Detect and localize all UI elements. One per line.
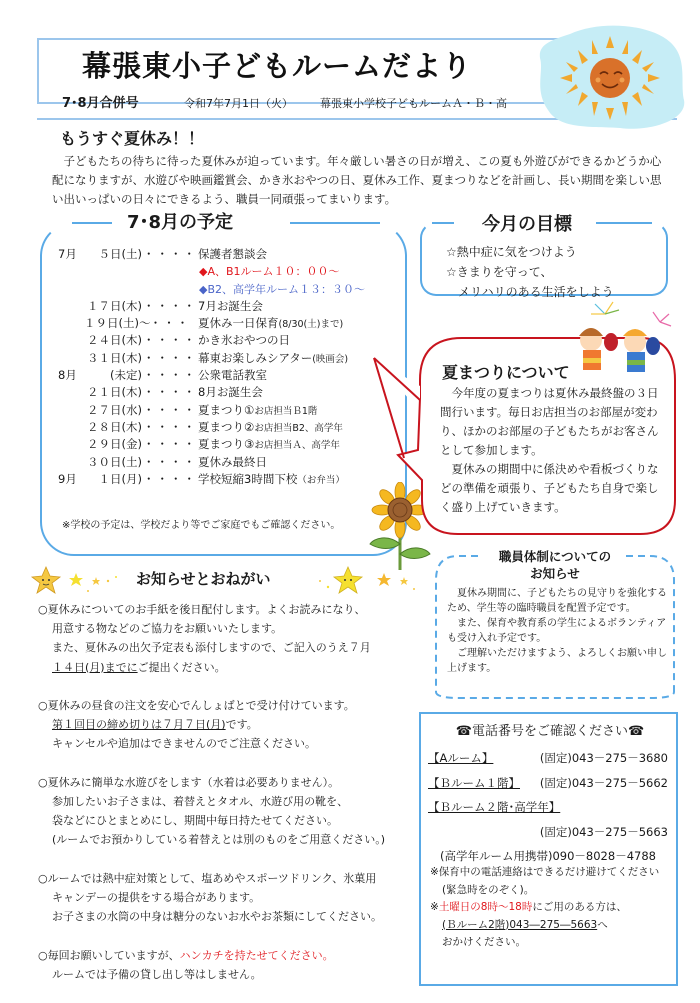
- schedule-dots: ・・・・: [143, 454, 197, 469]
- notice-item: [38, 773, 418, 850]
- schedule-dots: ・・・・: [143, 437, 197, 452]
- notice-line: キャンセルや追加はできませんのでご注意ください。: [52, 737, 316, 751]
- newsletter-title: 幕張東小子どもルームだより: [82, 49, 473, 83]
- notice-line: ルームでは予備の貸し出し等はしません。: [52, 967, 262, 981]
- schedule-event: 夏まつり①: [198, 402, 255, 417]
- stars-decoration-icon: [312, 565, 420, 597]
- schedule-event: 夏まつり③: [198, 437, 255, 452]
- goal-item: メリハリのある生活をしよう: [446, 285, 614, 299]
- goals-frame-line: [432, 222, 454, 224]
- schedule-dots: ・・・・: [143, 350, 197, 365]
- schedule-row: [58, 246, 398, 263]
- staff-paragraph: また、保育や教育系の学生によるボランティアも受け入れ予定です。: [447, 618, 667, 644]
- goal-item: ☆熱中症に気をつけよう: [446, 245, 577, 259]
- schedule-event: 8月お誕生会: [198, 385, 263, 400]
- phone-note: [430, 917, 674, 935]
- schedule-row: [58, 315, 398, 332]
- staff-notice-text: [447, 586, 667, 676]
- schedule-row: [58, 367, 398, 384]
- schedule-event-note: お店担当Ａ、高学年: [254, 440, 340, 452]
- notice-line: ○夏休みの昼食の注文を安心でんしょばとで受け付けています。: [38, 699, 355, 712]
- notice-line: キャンデーの提供をする場合があります。: [52, 891, 261, 904]
- schedule-heading: 7･8月の予定: [127, 212, 234, 233]
- schedule-event-note: お店担当B2、高学年: [254, 422, 343, 434]
- schedule-row: [58, 384, 398, 401]
- festival-heading: 夏まつりについて: [442, 363, 570, 382]
- goals-frame-line: [596, 222, 652, 224]
- phone-row: [428, 771, 674, 796]
- staff-heading-line: お知らせ: [530, 566, 580, 581]
- staff-paragraph: 夏休み期間に、子どもたちの見守りを強化するため、学生等の臨時職員を配置予定です。: [447, 588, 667, 614]
- staff-paragraph: ご理解いただけますよう、よろしくお願い申し上げます。: [447, 648, 667, 674]
- schedule-dots: ・・・・: [143, 402, 197, 417]
- schedule-month: 7月: [58, 247, 77, 261]
- schedule-day: ２１日(木): [87, 385, 142, 400]
- phone-row: [428, 820, 674, 845]
- schedule-event: 夏まつり②: [198, 419, 255, 434]
- schedule-row: [58, 350, 398, 367]
- schedule-frame-line: [290, 222, 380, 224]
- notice-line: お子さまの水筒の中身は糖分のないお水やお茶類にしてください。: [52, 910, 382, 924]
- note-text: にご用のある方は、: [532, 901, 627, 913]
- schedule-day: ３０日(土): [87, 454, 142, 469]
- schedule-row: [58, 454, 398, 471]
- intro-heading: もうすぐ夏休み！！: [60, 129, 205, 148]
- phone-row: [428, 795, 674, 820]
- schedule-dots: ・・・・: [143, 419, 197, 434]
- schedule-event: 学校短縮3時間下校: [198, 471, 298, 486]
- notices-list: [38, 600, 418, 1003]
- deadline-text: 第１回目の締め切りは７月７日(月): [52, 718, 226, 732]
- schedule-event: かき氷おやつの日: [198, 333, 290, 348]
- goals-list: [446, 242, 614, 302]
- saturday-hours: 土曜日の8時～18時: [438, 901, 533, 913]
- schedule-day: ２７日(水): [87, 402, 142, 417]
- goals-heading: 今月の目標: [482, 214, 572, 235]
- phone-number: (高学年ルーム用携帯)090－8028－4788: [440, 849, 656, 863]
- notice-line: [38, 715, 418, 734]
- saturday-phone-number: (Ｂルーム2階)043―275―5663: [442, 918, 598, 931]
- schedule-event-note: お店担当Ｂ1階: [254, 405, 318, 417]
- schedule-row: [58, 402, 398, 419]
- schedule-row: [58, 471, 398, 488]
- note-prefix: ※: [430, 901, 439, 913]
- schedule-event: 保護者懇談会: [198, 247, 267, 261]
- schedule-event-note: （お弁当）: [297, 474, 345, 486]
- schedule-list: [58, 246, 398, 488]
- phone-number: (固定)043－275－5662: [539, 775, 668, 790]
- notice-line: ○ルームでは熱中症対策として、塩あめやスポーツドリンク、氷菓用: [38, 871, 377, 885]
- notice-item: [38, 946, 418, 984]
- notice-item: [38, 696, 418, 754]
- notice-item: [38, 869, 418, 927]
- schedule-day: ２４日(木): [87, 333, 142, 348]
- handkerchief-alert: ハンカチを持たせてください。: [179, 948, 334, 962]
- schedule-row: [58, 332, 398, 349]
- phone-heading: ☎電話番号をご確認ください☎: [455, 724, 645, 739]
- notice-text: ○毎回お願いしていますが、: [38, 948, 180, 962]
- staff-heading-line: 職員体制についての: [498, 549, 612, 564]
- issue-date: 令和7年7月1日（火）: [184, 97, 293, 110]
- schedule-event-note: (映画会): [312, 353, 349, 365]
- schedule-event-note: (8/30(土)まで): [278, 319, 344, 331]
- phone-room-label: 【Ｂルーム２階･高学年】: [428, 800, 561, 814]
- notice-item: [38, 600, 418, 677]
- sun-illustration-icon: [530, 22, 690, 132]
- notice-text: ご提出ください。: [137, 660, 226, 674]
- deadline-text: １４日(月)までに: [52, 660, 138, 674]
- schedule-dots: ・・・・: [143, 385, 197, 400]
- schedule-row: [58, 436, 398, 453]
- schedule-dots: ・・・・: [143, 368, 197, 383]
- notice-line: [38, 946, 418, 965]
- phone-note: ※保育中の電話連絡はできるだけ避けてください: [430, 866, 660, 878]
- festival-text: [440, 384, 665, 517]
- schedule-day: １７日(木): [87, 298, 142, 313]
- organization-name: 幕張東小学校子どもルームＡ・Ｂ・高: [320, 97, 507, 110]
- stars-decoration-icon: [30, 565, 140, 597]
- phone-number: (固定)043－275－5663: [539, 824, 668, 839]
- schedule-dots: ・・・・: [143, 298, 197, 313]
- notice-line: ○夏休みについてのお手紙を後日配付します。よくお読みになり、: [38, 603, 366, 616]
- notice-text: です。: [225, 718, 258, 732]
- phone-room-label: 【Ｂルーム１階】: [428, 775, 520, 790]
- phone-note: [430, 899, 674, 917]
- notice-line: (ルームでお預かりしている着替えとは別のものをご用意ください。): [52, 833, 386, 847]
- notices-heading: お知らせとおねがい: [136, 570, 271, 588]
- schedule-month: 9月: [58, 471, 77, 486]
- schedule-event: 夏休み最終日: [198, 454, 267, 469]
- festival-paragraph: 今年度の夏まつりは夏休み最終盤の３日間行います。毎日お店担当のお部屋が変わり、ほかのお部屋の子どもたちがお客さんとして参加します。: [440, 386, 659, 457]
- schedule-row: [58, 419, 398, 436]
- schedule-sub-red: ◆A、B1ルーム１０：００～: [199, 265, 340, 279]
- schedule-note: ※学校の予定は、学校だより等でご家庭でもご確認ください。: [62, 520, 341, 531]
- phone-notes: [430, 864, 674, 952]
- staff-notice-heading: [440, 548, 670, 582]
- schedule-day: ３１日(木): [87, 350, 142, 365]
- notice-line: ○夏休みに簡単な水遊びをします（水着は必要ありません）。: [38, 775, 340, 789]
- schedule-day: (未定): [110, 368, 142, 383]
- schedule-day: ５日(土): [98, 247, 142, 261]
- notice-line: 参加したいお子さまは、着替えとタオル、水遊び用の靴を、: [52, 795, 349, 808]
- phone-list: [428, 746, 674, 869]
- intro-paragraph: 子どもたちの待ちに待った夏休みが迫っています。年々厳しい暑さの日が増え、この夏も外遊びができるかどうか心配になりますが、水遊びや映画鑑賞会、かき氷おやつの日、夏休み工作、夏まつりなどを計画し、長い期間を楽しい思い出いっぱいの日々にできるよう、職員一同頑張ってまいります。: [52, 154, 662, 206]
- schedule-month: 8月: [58, 368, 77, 383]
- phone-note: (緊急時をのぞく)。: [442, 883, 535, 896]
- schedule-event: 幕東お楽しみシアター: [198, 350, 313, 365]
- phone-row: [428, 746, 674, 771]
- goal-item: ☆きまりを守って、: [446, 265, 553, 279]
- schedule-event: 7月お誕生会: [198, 298, 263, 313]
- schedule-dots: ・・・・: [143, 247, 197, 261]
- schedule-event: 公衆電話教室: [198, 368, 267, 383]
- notice-line: また、夏休みの出欠予定表も添付しますので、ご記入のうえ７月: [52, 641, 371, 655]
- notice-line: [38, 658, 418, 677]
- schedule-row: [58, 298, 398, 315]
- festival-paragraph: 夏休みの期間中に係決めや看板づくりなどの準備を頑張り、子どもたち自身で楽しく盛り上げていきます。: [440, 462, 659, 514]
- schedule-day: ２９日(金): [87, 437, 142, 452]
- schedule-day: ２８日(木): [87, 419, 142, 434]
- schedule-sub-blue: ◆B2、高学年ルーム１３：３０～: [199, 282, 366, 296]
- festival-kids-illustration-icon: [565, 300, 675, 380]
- schedule-event: 夏休み一日保育: [198, 316, 279, 331]
- schedule-frame-line: [72, 222, 112, 224]
- schedule-day: １日(月): [98, 471, 142, 486]
- schedule-dots: ・・・: [149, 316, 191, 331]
- notice-line: 用意する物などのご協力をお願いいたします。: [52, 622, 283, 636]
- phone-room-label: 【Aルーム】: [428, 751, 494, 765]
- phone-number: (固定)043－275－3680: [539, 751, 668, 765]
- schedule-dots: ・・・・: [143, 471, 197, 486]
- schedule-day: １９日(土)～: [84, 316, 151, 331]
- phone-note: おかけください。: [442, 936, 526, 948]
- schedule-dots: ・・・・: [143, 333, 197, 348]
- notice-line: 袋などにひとまとめにし、期間中毎日持たせてください。: [52, 814, 338, 828]
- note-text: へ: [597, 918, 608, 931]
- issue-label: 7･8月合併号: [62, 96, 139, 111]
